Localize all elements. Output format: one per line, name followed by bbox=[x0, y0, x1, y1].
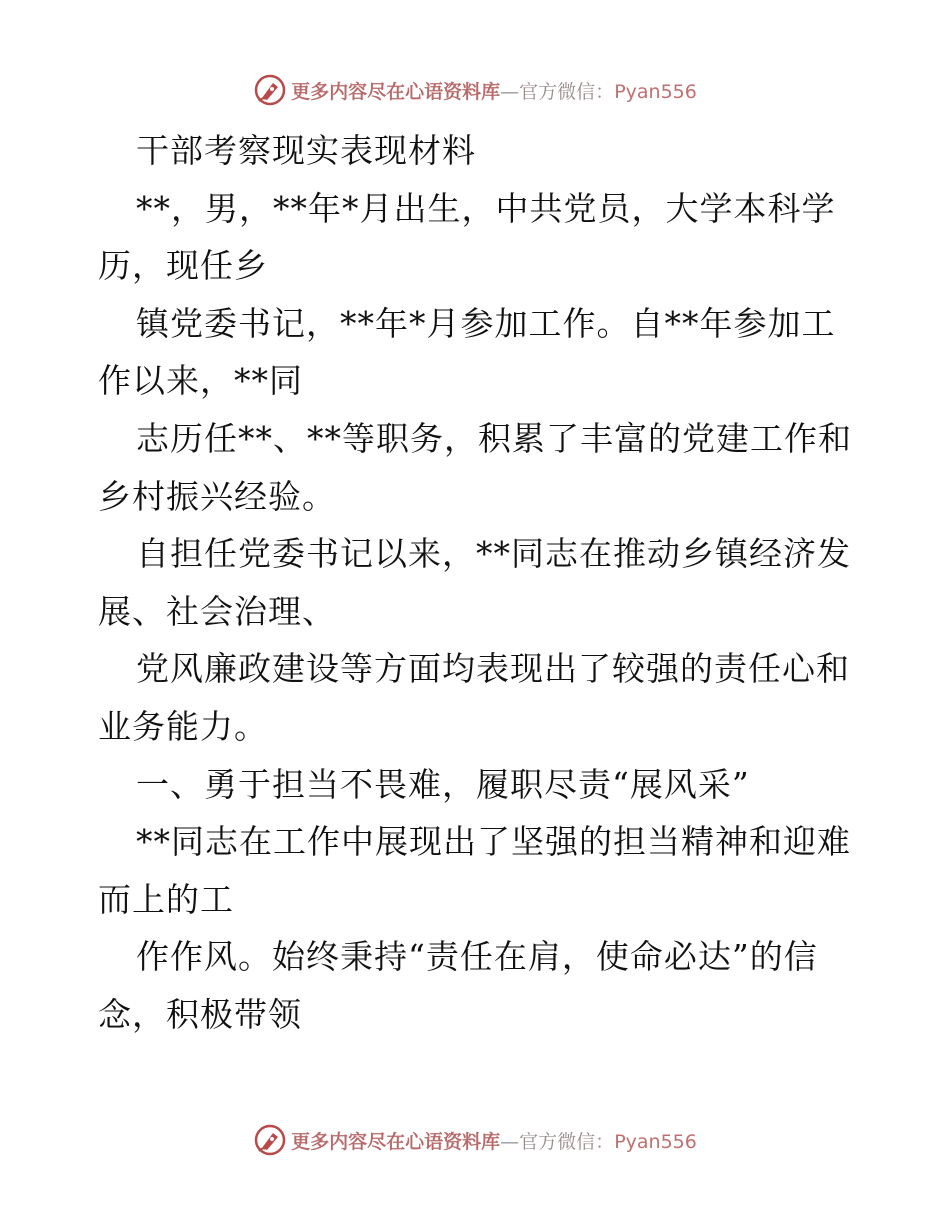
paragraph-line: 历，现任乡 bbox=[98, 246, 268, 286]
banner-wechat-label: 官方微信： bbox=[519, 1130, 615, 1153]
banner-text bbox=[291, 77, 697, 104]
paragraph-line: 自担任党委书记以来，**同志在推动乡镇经济发 bbox=[136, 534, 851, 574]
paragraph-line: **同志在工作中展现出了坚强的担当精神和迎难 bbox=[136, 822, 851, 862]
pen-nib-logo-icon bbox=[253, 1123, 287, 1157]
pen-nib-logo-icon bbox=[253, 73, 287, 107]
banner-wechat-id: Pyan556 bbox=[614, 80, 697, 103]
section-heading: 一、勇于担当不畏难，履职尽责“展风采” bbox=[136, 764, 750, 804]
banner-text bbox=[291, 1127, 697, 1154]
paragraph-line: 业务能力。 bbox=[98, 706, 268, 746]
document-body bbox=[98, 122, 858, 1044]
banner-wechat-id: Pyan556 bbox=[614, 1130, 697, 1153]
paragraph-line: 乡村振兴经验。 bbox=[98, 476, 336, 516]
footer-banner bbox=[0, 1120, 950, 1160]
paragraph-line: 而上的工 bbox=[98, 879, 234, 919]
banner-site-name: 更多内容尽在心语资料库 bbox=[291, 80, 501, 103]
paragraph-line: 展、社会治理、 bbox=[98, 591, 336, 631]
paragraph-line: 念，积极带领 bbox=[98, 994, 302, 1034]
banner-dash: — bbox=[500, 1130, 520, 1153]
header-banner bbox=[0, 70, 950, 110]
paragraph-line: 作作风。始终秉持“责任在肩，使命必达”的信 bbox=[136, 937, 818, 977]
paragraph-line: **，男，**年*月出生，中共党员，大学本科学 bbox=[136, 188, 836, 228]
banner-site-name: 更多内容尽在心语资料库 bbox=[291, 1130, 501, 1153]
banner-wechat-label: 官方微信： bbox=[519, 80, 615, 103]
paragraph-line: 作以来，**同 bbox=[98, 361, 303, 401]
paragraph-line: 志历任**、**等职务，积累了丰富的党建工作和 bbox=[136, 418, 852, 458]
paragraph-line: 镇党委书记，**年*月参加工作。自**年参加工 bbox=[136, 303, 836, 343]
document-title: 干部考察现实表现材料 bbox=[136, 131, 476, 170]
paragraph-line: 党风廉政建设等方面均表现出了较强的责任心和 bbox=[136, 649, 850, 689]
banner-dash: — bbox=[500, 80, 520, 103]
